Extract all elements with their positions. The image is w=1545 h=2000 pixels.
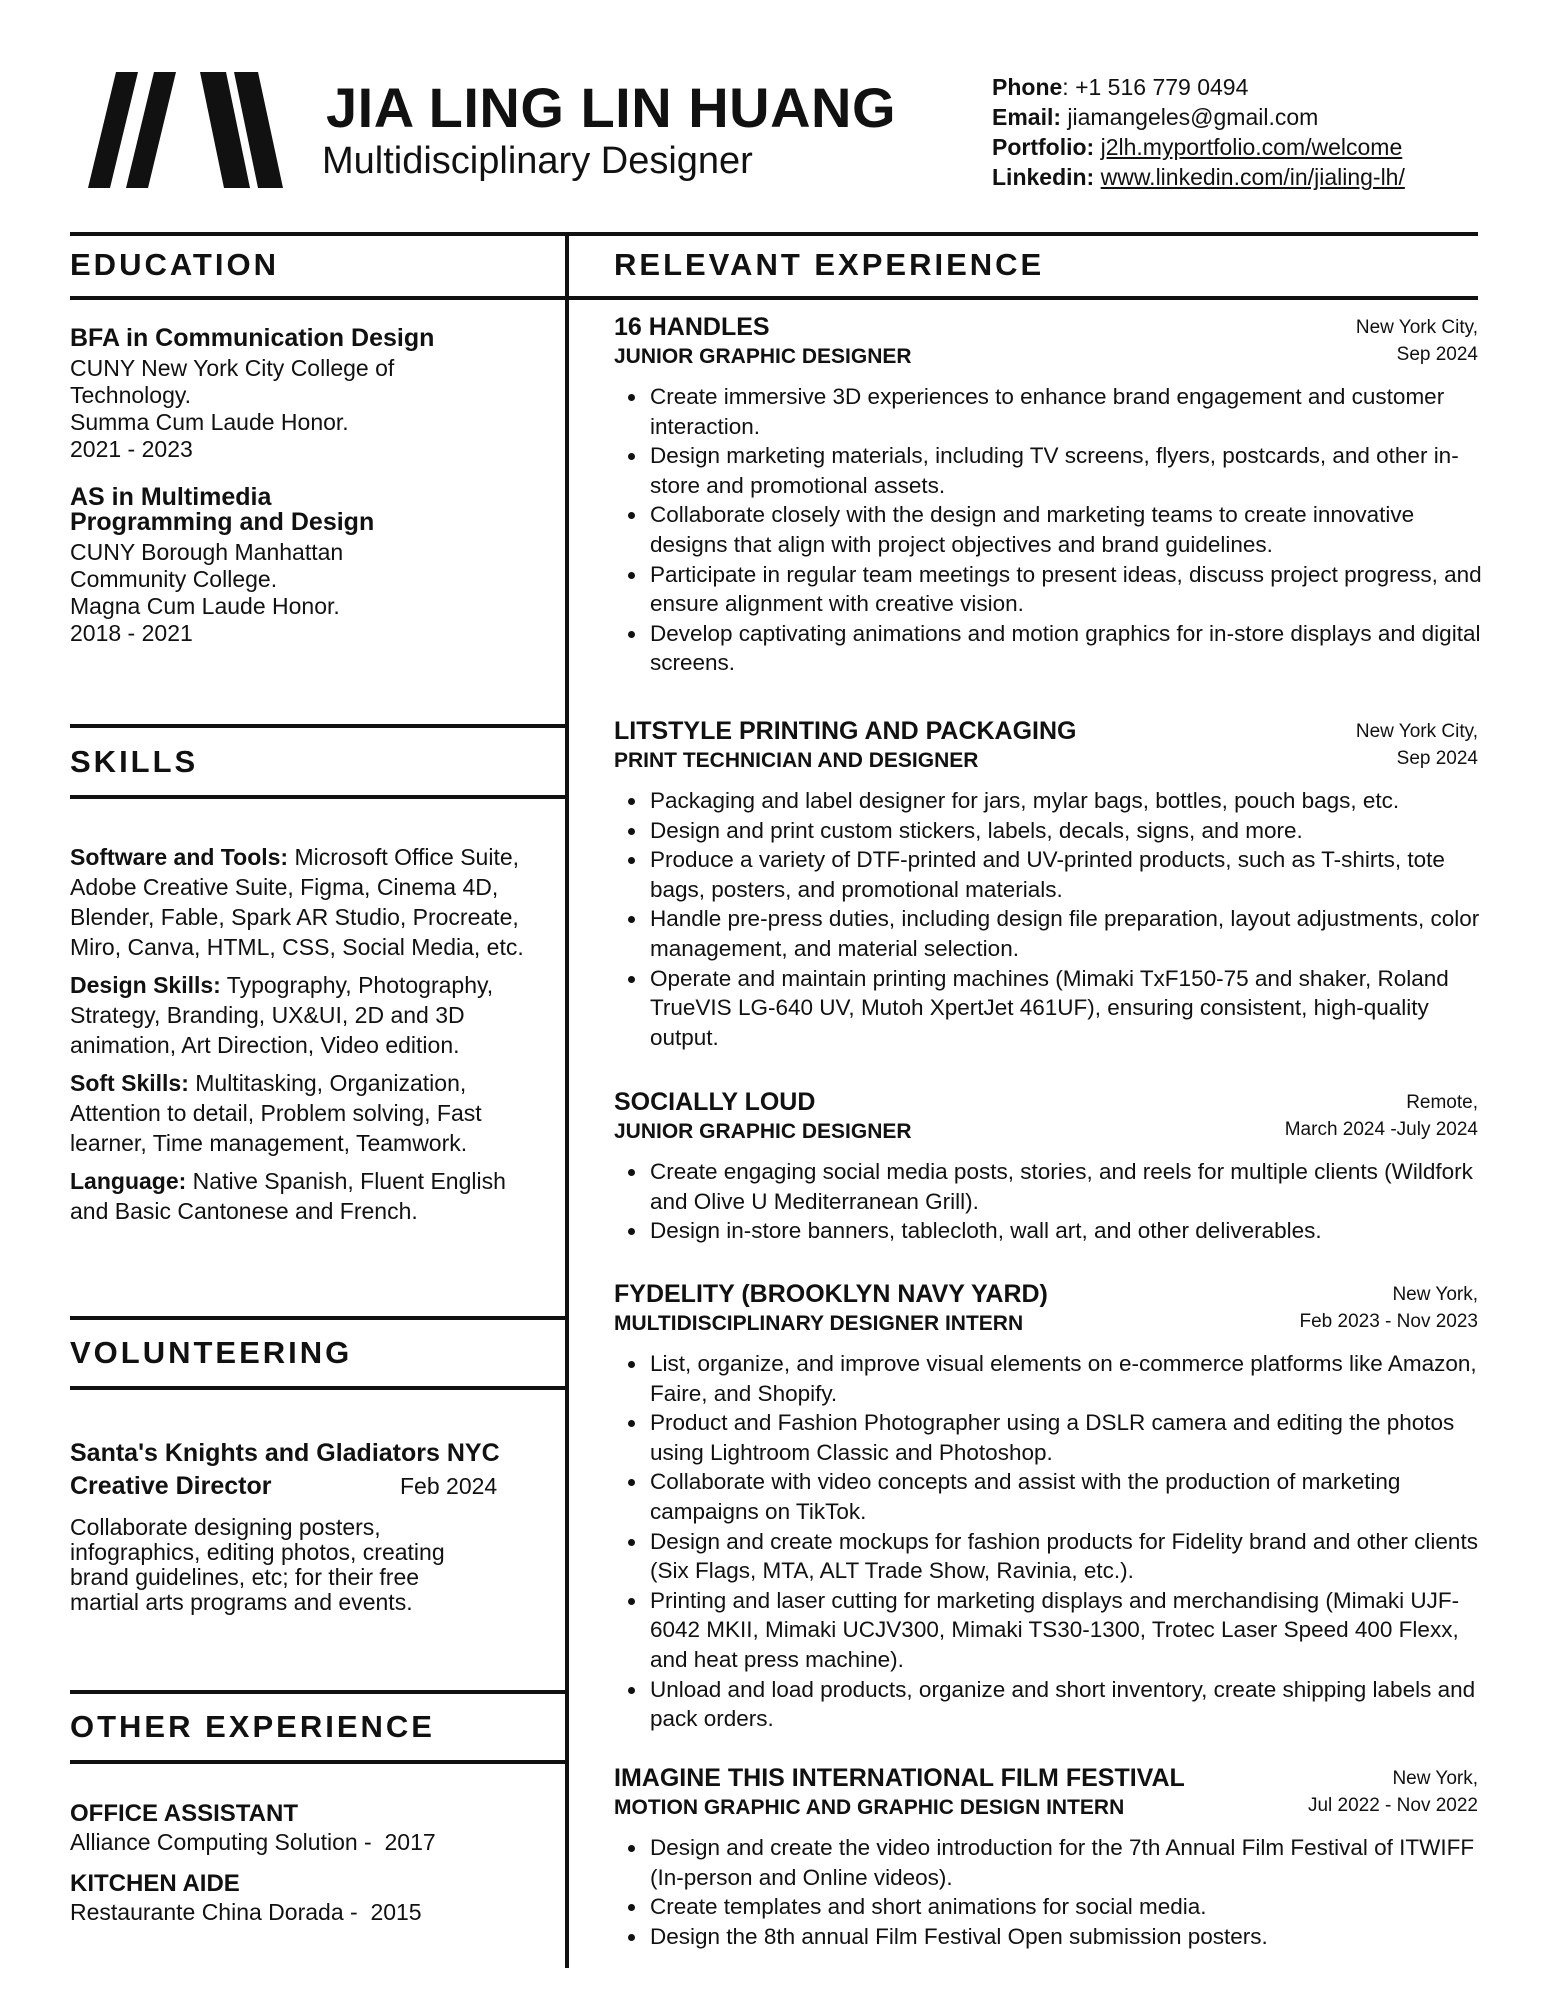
job-company: 16 HANDLES bbox=[614, 313, 770, 341]
job-bullet: • Unload and load products, organize and short inventory, create shipping labels and pack orders. bbox=[648, 1675, 1484, 1734]
job-company: SOCIALLY LOUD bbox=[614, 1088, 816, 1116]
contact-label: Phone bbox=[992, 74, 1063, 100]
job-entry bbox=[614, 312, 1484, 678]
education-entry bbox=[70, 485, 540, 647]
job-entry bbox=[614, 1279, 1484, 1734]
other-detail: Alliance Computing Solution - 2017 bbox=[70, 1829, 436, 1855]
other-detail: Restaurante China Dorada - 2015 bbox=[70, 1899, 422, 1925]
job-date: Feb 2023 - Nov 2023 bbox=[1299, 1311, 1478, 1332]
job-title: JUNIOR GRAPHIC DESIGNER bbox=[614, 1120, 912, 1143]
section-rule bbox=[70, 795, 565, 799]
job-title: MOTION GRAPHIC AND GRAPHIC DESIGN INTERN bbox=[614, 1796, 1125, 1819]
job-bullet: • Create immersive 3D experiences to enhance brand engagement and customer interaction. bbox=[648, 382, 1484, 441]
skill-label: Software and Tools: bbox=[70, 844, 289, 870]
section-rule bbox=[569, 296, 1478, 300]
job-bullet: • Design and create the video introduction for the 7th Annual Film Festival of ITWIFF (In-person and Online videos). bbox=[648, 1833, 1484, 1892]
contact-row bbox=[992, 132, 1405, 162]
job-bullet: • Handle pre-press duties, including design file preparation, layout adjustments, color management, and material selection. bbox=[648, 904, 1484, 963]
job-company: IMAGINE THIS INTERNATIONAL FILM FESTIVAL bbox=[614, 1764, 1185, 1792]
job-bullets bbox=[614, 382, 1484, 678]
volunteer-line: infographics, editing photos, creating bbox=[70, 1539, 445, 1565]
education-detail: CUNY New York City College of bbox=[70, 355, 395, 381]
job-entry bbox=[614, 1763, 1484, 1951]
education-detail: CUNY Borough Manhattan bbox=[70, 539, 344, 565]
job-location: New York, bbox=[1392, 1768, 1478, 1789]
job-meta bbox=[1308, 1765, 1478, 1819]
skill-group: Design Skills: Typography, Photography, Strategy, Branding, UX&UI, 2D and 3D animation, Art Direction, Video edition. bbox=[70, 972, 494, 1058]
contact-label: Portfolio: bbox=[992, 134, 1095, 160]
job-bullet: • Operate and maintain printing machines (Mimaki TxF150-75 and shaker, Roland TrueVIS LG-640 UV, Mutoh XpertJet 461UF), ensuring consistent, high-quality output. bbox=[648, 964, 1484, 1053]
education-list bbox=[70, 326, 540, 647]
degree-name: Programming and Design bbox=[70, 508, 375, 536]
job-bullet: • Develop captivating animations and motion graphics for in-store displays and digital screens. bbox=[648, 619, 1484, 678]
volunteer-line: Collaborate designing posters, bbox=[70, 1514, 381, 1540]
job-bullet: • Collaborate closely with the design and marketing teams to create innovative designs that align with project objectives and brand guidelines. bbox=[648, 500, 1484, 559]
education-detail: Summa Cum Laude Honor. bbox=[70, 409, 349, 435]
other-title: OFFICE ASSISTANT bbox=[70, 1800, 298, 1827]
volunteering-entry bbox=[70, 1437, 540, 1615]
skill-group: Software and Tools: Microsoft Office Suite, Adobe Creative Suite, Figma, Cinema 4D, Blender, Fable, Spark AR Studio, Procreate, Miro, Canva, HTML, CSS, Social Media, etc. bbox=[70, 844, 524, 960]
job-bullet: • Design marketing materials, including TV screens, flyers, postcards, and other in-store and promotional assets. bbox=[648, 441, 1484, 500]
job-location: New York City, bbox=[1355, 721, 1478, 742]
contact-block bbox=[992, 72, 1405, 192]
section-rule bbox=[70, 1316, 565, 1320]
contact-label: Email: bbox=[992, 104, 1062, 130]
volunteer-date: Feb 2024 bbox=[400, 1473, 498, 1499]
job-title: MULTIDISCIPLINARY DESIGNER INTERN bbox=[614, 1312, 1024, 1335]
job-bullet: • Product and Fashion Photographer using a DSLR camera and editing the photos using Lightroom Classic and Photoshop. bbox=[648, 1408, 1484, 1467]
job-location: New York, bbox=[1392, 1284, 1478, 1305]
job-date: Sep 2024 bbox=[1396, 748, 1478, 769]
section-title-other-experience: OTHER EXPERIENCE bbox=[70, 1709, 435, 1744]
job-date: Sep 2024 bbox=[1396, 344, 1478, 365]
job-entry bbox=[614, 1087, 1484, 1246]
job-bullets bbox=[614, 1157, 1484, 1246]
section-rule bbox=[70, 296, 565, 300]
contact-value: +1 516 779 0494 bbox=[1075, 74, 1249, 100]
skill-group: Soft Skills: Multitasking, Organization, Attention to detail, Problem solving, Fast learner, Time management, Teamwork. bbox=[70, 1070, 482, 1156]
job-company: FYDELITY (BROOKLYN NAVY YARD) bbox=[614, 1280, 1048, 1308]
job-bullet: • Collaborate with video concepts and assist with the production of marketing campaigns on TikTok. bbox=[648, 1467, 1484, 1526]
logo-mark bbox=[88, 72, 283, 188]
job-bullets bbox=[614, 786, 1484, 1052]
job-title: JUNIOR GRAPHIC DESIGNER bbox=[614, 345, 912, 368]
skill-label: Design Skills: bbox=[70, 972, 221, 998]
section-title-relevant-experience: RELEVANT EXPERIENCE bbox=[614, 247, 1045, 282]
job-bullet: • Create templates and short animations for social media. bbox=[648, 1892, 1484, 1922]
job-date: March 2024 -July 2024 bbox=[1284, 1119, 1478, 1140]
contact-row: Phone: +1 516 779 0494 bbox=[992, 74, 1249, 100]
section-rule bbox=[70, 1760, 565, 1764]
column-divider bbox=[565, 232, 569, 1968]
skill-label: Language: bbox=[70, 1168, 187, 1194]
education-detail: Magna Cum Laude Honor. bbox=[70, 593, 340, 619]
candidate-role: Multidisciplinary Designer bbox=[322, 140, 753, 182]
job-bullet: • Create engaging social media posts, stories, and reels for multiple clients (Wildfork and Olive U Mediterranean Grill). bbox=[648, 1157, 1484, 1216]
job-title: PRINT TECHNICIAN AND DESIGNER bbox=[614, 749, 979, 772]
section-title-education: EDUCATION bbox=[70, 247, 279, 282]
job-meta bbox=[1299, 1281, 1478, 1335]
job-bullet: • Packaging and label designer for jars, mylar bags, bottles, pouch bags, etc. bbox=[648, 786, 1484, 816]
skill-label: Soft Skills: bbox=[70, 1070, 189, 1096]
contact-link[interactable]: j2lh.myportfolio.com/welcome bbox=[1100, 134, 1403, 160]
job-date: Jul 2022 - Nov 2022 bbox=[1307, 1795, 1478, 1816]
section-title-skills: SKILLS bbox=[70, 744, 199, 779]
section-rule bbox=[70, 1386, 565, 1390]
education-detail: 2021 - 2023 bbox=[70, 436, 193, 462]
top-rule bbox=[70, 232, 1478, 236]
education-detail: 2018 - 2021 bbox=[70, 620, 193, 646]
job-bullet: • List, organize, and improve visual elements on e-commerce platforms like Amazon, Faire, and Shopify. bbox=[648, 1349, 1484, 1408]
contact-row bbox=[992, 162, 1405, 192]
job-bullet: • Produce a variety of DTF-printed and UV-printed products, such as T-shirts, tote bags, posters, and promotional materials. bbox=[648, 845, 1484, 904]
job-bullet: • Printing and laser cutting for marketing displays and merchandising (Mimaki UJF-6042 MKII, Mimaki UCJV300, Mimaki TS30-1300, Trotec Laser Speed 400 Flexx, and heat press machine). bbox=[648, 1586, 1484, 1675]
job-location: Remote, bbox=[1406, 1092, 1478, 1113]
education-detail: Community College. bbox=[70, 566, 278, 592]
contact-link[interactable]: www.linkedin.com/in/jialing-lh/ bbox=[1100, 164, 1405, 190]
job-bullet: • Participate in regular team meetings to present ideas, discuss project progress, and ensure alignment with creative vision. bbox=[648, 560, 1484, 619]
education-detail: Technology. bbox=[70, 382, 192, 408]
volunteer-line: brand guidelines, etc; for their free bbox=[70, 1564, 420, 1590]
volunteer-role: Creative Director bbox=[70, 1472, 272, 1500]
job-bullet: • Design and print custom stickers, labels, decals, signs, and more. bbox=[648, 816, 1484, 846]
other-experience-list bbox=[70, 1800, 540, 1926]
volunteer-org: Santa's Knights and Gladiators NYC bbox=[70, 1439, 500, 1467]
contact-label: Linkedin: bbox=[992, 164, 1095, 190]
job-bullets bbox=[614, 1833, 1484, 1951]
job-bullet: • Design the 8th annual Film Festival Open submission posters. bbox=[648, 1922, 1484, 1952]
other-experience-entry bbox=[70, 1800, 540, 1856]
contact-row bbox=[992, 102, 1405, 132]
skill-group: Language: Native Spanish, Fluent English and Basic Cantonese and French. bbox=[70, 1168, 506, 1224]
job-entry bbox=[614, 716, 1484, 1052]
job-meta bbox=[1356, 314, 1478, 368]
skills-list bbox=[70, 842, 540, 1234]
education-entry bbox=[70, 326, 540, 463]
other-title: KITCHEN AIDE bbox=[70, 1870, 240, 1897]
volunteer-line: martial arts programs and events. bbox=[70, 1589, 413, 1615]
contact-value: jiamangeles@gmail.com bbox=[1067, 104, 1319, 130]
job-meta bbox=[1356, 718, 1478, 772]
job-meta bbox=[1285, 1089, 1478, 1143]
job-company: LITSTYLE PRINTING AND PACKAGING bbox=[614, 717, 1077, 745]
job-bullets bbox=[614, 1349, 1484, 1734]
section-title-volunteering: VOLUNTEERING bbox=[70, 1335, 353, 1370]
job-bullet: • Design in-store banners, tablecloth, wall art, and other deliverables. bbox=[648, 1216, 1484, 1246]
section-rule bbox=[70, 1690, 565, 1694]
job-bullet: • Design and create mockups for fashion products for Fidelity brand and other clients (Six Flags, MTA, ALT Trade Show, Ravinia, etc.). bbox=[648, 1527, 1484, 1586]
degree-name: BFA in Communication Design bbox=[70, 324, 435, 352]
other-experience-entry bbox=[70, 1870, 540, 1926]
job-location: New York City, bbox=[1355, 317, 1478, 338]
volunteer-description bbox=[70, 1515, 540, 1615]
section-rule bbox=[70, 724, 565, 728]
degree-name: AS in Multimedia bbox=[70, 483, 272, 511]
candidate-name: JIA LING LIN HUANG bbox=[326, 76, 897, 139]
